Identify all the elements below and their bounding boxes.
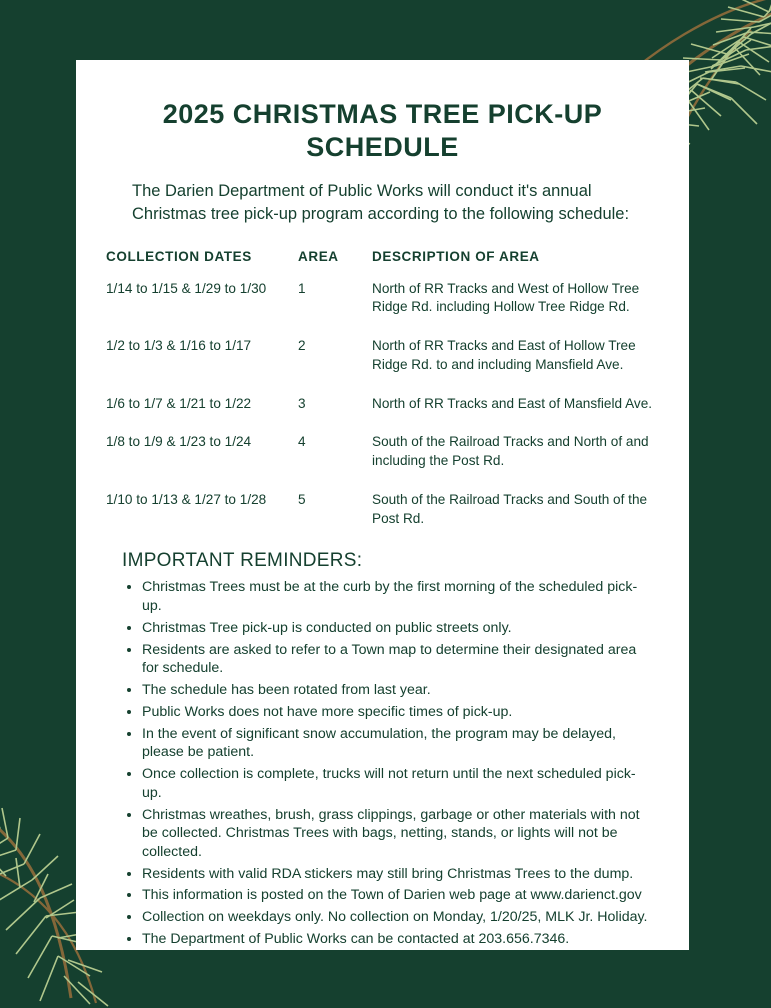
- cell-description: North of RR Tracks and East of Hollow Tree Ridge Rd. to and including Mansfield Ave.: [372, 338, 636, 372]
- page-title: 2025 CHRISTMAS TREE PICK-UP SCHEDULE: [162, 99, 603, 162]
- column-header-collection-dates: COLLECTION DATES: [106, 248, 252, 264]
- list-item: • Residents with valid RDA stickers may still bring Christmas Trees to the dump.: [142, 865, 651, 884]
- cell-description: North of RR Tracks and East of Mansfield Ave.: [372, 395, 653, 411]
- cell-description: North of RR Tracks and West of Hollow Tree Ridge Rd. including Hollow Tree Ridge Rd.: [372, 280, 640, 315]
- list-item: • Christmas wreathes, brush, grass clippings, garbage or other materials with not be collected. Christmas Trees with bags, netting, stands, or lights will not be collected.: [142, 806, 651, 862]
- table-row: [106, 270, 659, 328]
- cell-description: South of the Railroad Tracks and South of the Post Rd.: [372, 491, 648, 526]
- cell-collection-dates: 1/6 to 1/7 & 1/21 to 1/22: [106, 395, 252, 411]
- cell-description: South of the Railroad Tracks and North of and including the Post Rd.: [372, 434, 649, 469]
- list-item: • Collection on weekdays only. No collection on Monday, 1/20/25, MLK Jr. Holiday.: [142, 908, 651, 927]
- reminders-list: [116, 578, 651, 948]
- cell-area: 4: [298, 434, 306, 450]
- list-item: • This information is posted on the Town of Darien web page at www.darienct.gov: [142, 886, 651, 905]
- cell-area: 3: [298, 395, 306, 411]
- column-header-description: DESCRIPTION OF AREA: [372, 248, 540, 264]
- cell-area: 2: [298, 338, 306, 354]
- list-item: • Once collection is complete, trucks will not return until the next scheduled pick-up.: [142, 765, 651, 802]
- cell-collection-dates: 1/10 to 1/13 & 1/27 to 1/28: [106, 491, 267, 507]
- flyer-card: [76, 60, 689, 950]
- list-item: • Public Works does not have more specific times of pick-up.: [142, 703, 651, 722]
- list-item: • Christmas Tree pick-up is conducted on public streets only.: [142, 619, 651, 638]
- cell-collection-dates: 1/2 to 1/3 & 1/16 to 1/17: [106, 338, 252, 354]
- cell-area: 1: [298, 280, 306, 296]
- list-item: • The schedule has been rotated from last year.: [142, 681, 651, 700]
- reminders-heading: IMPORTANT REMINDERS:: [122, 550, 363, 572]
- list-item: • The Department of Public Works can be contacted at 203.656.7346.: [142, 930, 651, 949]
- table-row: [106, 327, 659, 385]
- intro-paragraph: The Darien Department of Public Works will conduct it's annual Christmas tree pick-up program according to the following schedule:: [132, 181, 630, 224]
- table-row: [106, 481, 659, 539]
- list-item: • In the event of significant snow accumulation, the program may be delayed, please be patient.: [142, 725, 651, 762]
- table-row: [106, 385, 659, 424]
- cell-area: 5: [298, 491, 306, 507]
- cell-collection-dates: 1/14 to 1/15 & 1/29 to 1/30: [106, 280, 267, 296]
- collection-schedule-table: [106, 249, 659, 539]
- table-row: [106, 423, 659, 481]
- table-header-row: [106, 249, 659, 270]
- list-item: • Christmas Trees must be at the curb by the first morning of the scheduled pick-up.: [142, 578, 651, 615]
- column-header-area: AREA: [298, 248, 339, 264]
- list-item: • Residents are asked to refer to a Town map to determine their designated area for schedule.: [142, 641, 651, 678]
- cell-collection-dates: 1/8 to 1/9 & 1/23 to 1/24: [106, 434, 252, 450]
